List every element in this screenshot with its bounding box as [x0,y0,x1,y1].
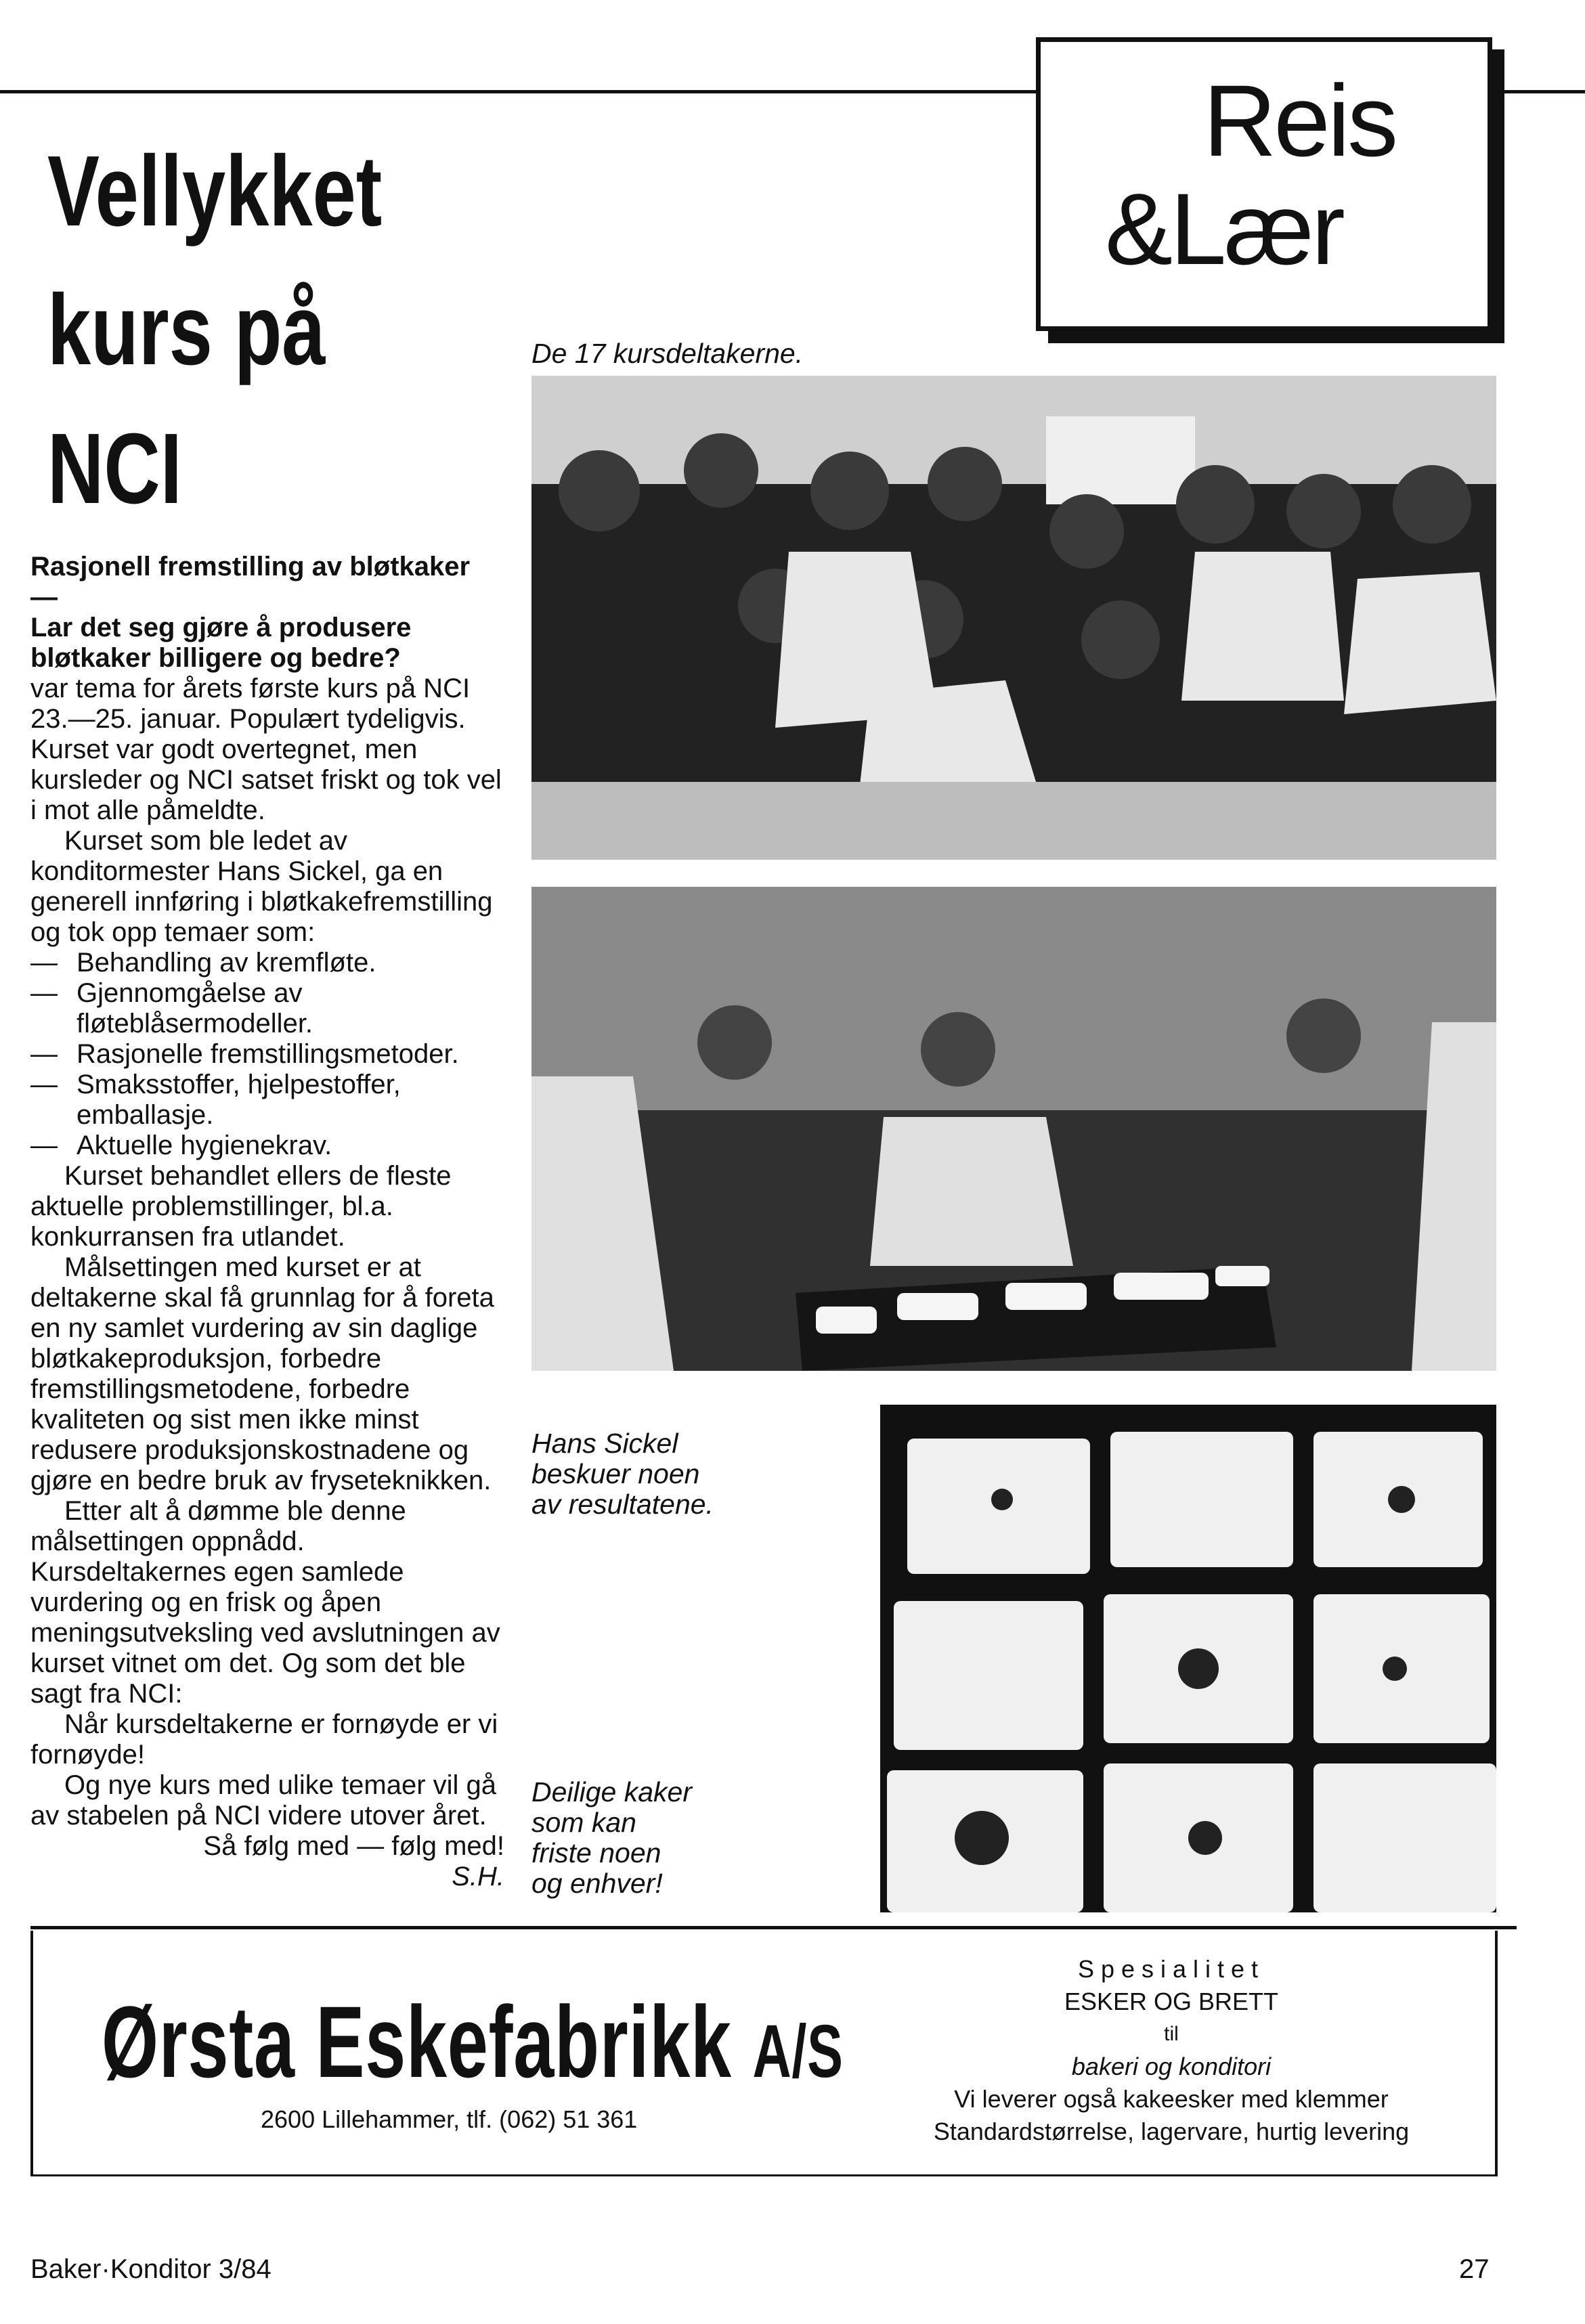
topic-list-item [30,1039,504,1070]
list-dash: — [30,1070,58,1099]
article-subhead: Rasjonell fremstilling av bløtkaker [30,552,471,582]
article-paragraph: Etter alt å dømme ble denne målsettingen oppnådd. Kursdeltakernes egen samlede vurdering og en frisk og åpen meningsutveksling ved avslutningen av kurset vitnet om det. Og som det ble sagt fra NCI: [30,1496,500,1709]
article-signature: S.H. [452,1862,504,1891]
topic-list-item [30,1070,504,1131]
headline-line3: NCI [47,413,182,525]
photo3-caption-line4: og enhver! [531,1868,663,1899]
article-paragraph: Kurset som ble ledet av konditormester Hans Sickel, ga en generell innføring i bløtkakefremstilling og tok opp temaer som: [30,826,493,947]
ad-specialty-block [867,1953,1476,2148]
ad-left-border [30,1931,33,2174]
article-paragraph: Kurset behandlet ellers de fleste aktuelle problemstillinger, bl.a. konkurransen fra utlandet. [30,1161,452,1252]
photo3-caption-line3: friste noen [531,1837,661,1868]
photo2-caption [531,1428,714,1520]
ad-bottom-rule [30,2174,1498,2176]
article-body [30,552,504,1892]
photo2-caption-line1: Hans Sickel [531,1428,678,1459]
photo3-caption [531,1777,692,1899]
demonstration-photo [531,887,1496,1371]
ad-line1: ESKER OG BRETT [1064,1988,1279,2015]
magazine-issue: Baker·Konditor 3/84 [30,2254,272,2284]
headline-line2: kurs på [47,274,326,386]
article-paragraph: Målsettingen med kurset er at deltakerne skal få grunnlag for å foreta en ny samlet vurdering av sin daglige bløtkakeproduksjon, forbedre fremstillingsmetodene, forbedre kvaliteten og sist men ikke minst redusere produksjonskostnadene og gjøre en bedre bruk av fryseteknikken. [30,1252,494,1495]
article-closing: Så følg med — følg med! [203,1831,504,1861]
ad-line5: Standardstørrelse, lagervare, hurtig levering [933,2118,1410,2145]
ad-top-rule [30,1926,1517,1929]
photo3-caption-line2: som kan [531,1807,636,1838]
section-logo-line2: &Lær [1105,172,1343,286]
list-dash: — [30,978,58,1008]
ad-spesialitet: Spesialitet [1077,1955,1265,1983]
photo2-caption-line3: av resultatene. [531,1489,714,1520]
article-paragraph: Og nye kurs med ulike temaer vil gå av stabelen på NCI videre utover året. [30,1770,497,1830]
ad-line2: til [1164,2023,1179,2045]
section-logo-line1: Reis [1203,64,1396,177]
article-paragraph: var tema for årets første kurs på NCI 23.—25. januar. Populært tydeligvis. Kurset var godt overtegnet, men kursleder og NCI satset friskt og tok vel i mot alle påmeldte. [30,674,502,825]
article-subhead-dash: — [30,582,58,612]
topic-text: Rasjonelle fremstillingsmetoder. [77,1039,459,1069]
topic-list-item [30,948,504,978]
photo3-caption-line1: Deilige kaker [531,1776,692,1807]
photo2-caption-line2: beskuer noen [531,1458,700,1489]
ad-line4: Vi leverer også kakeesker med klemmer [954,2085,1389,2113]
ad-right-border [1495,1931,1498,2174]
article-paragraph: Når kursdeltakerne er fornøyde er vi fornøyde! [30,1709,498,1770]
list-dash: — [30,948,58,978]
page-number: 27 [1459,2254,1490,2284]
group-photo [531,376,1496,860]
ad-line3: bakeri og konditori [1071,2053,1272,2080]
section-logo [1036,37,1492,331]
ad-brand-name [102,1983,844,2101]
article-question: Lar det seg gjøre å produsere bløtkaker billigere og bedre? [30,613,412,673]
topic-list-item [30,978,504,1039]
topic-text: Behandling av kremfløte. [77,948,376,978]
list-dash: — [30,1131,58,1160]
topic-text: Smaksstoffer, hjelpestoffer, emballasje. [77,1070,401,1130]
ad-brand-suffix: A/S [752,2010,844,2093]
ad-brand-text: Ørsta Eskefabrikk [102,1985,732,2099]
cakes-photo [880,1405,1496,1912]
topic-text: Aktuelle hygienekrav. [77,1131,332,1160]
ad-address: 2600 Lillehammer, tlf. (062) 51 361 [261,2105,638,2133]
headline [47,122,417,538]
topic-text: Gjennomgåelse av fløteblåsermodeller. [77,978,313,1038]
photo1-caption: De 17 kursdeltakerne. [531,338,804,369]
headline-line1: Vellykket [47,135,383,247]
list-dash: — [30,1039,58,1069]
topic-list-item [30,1131,504,1161]
